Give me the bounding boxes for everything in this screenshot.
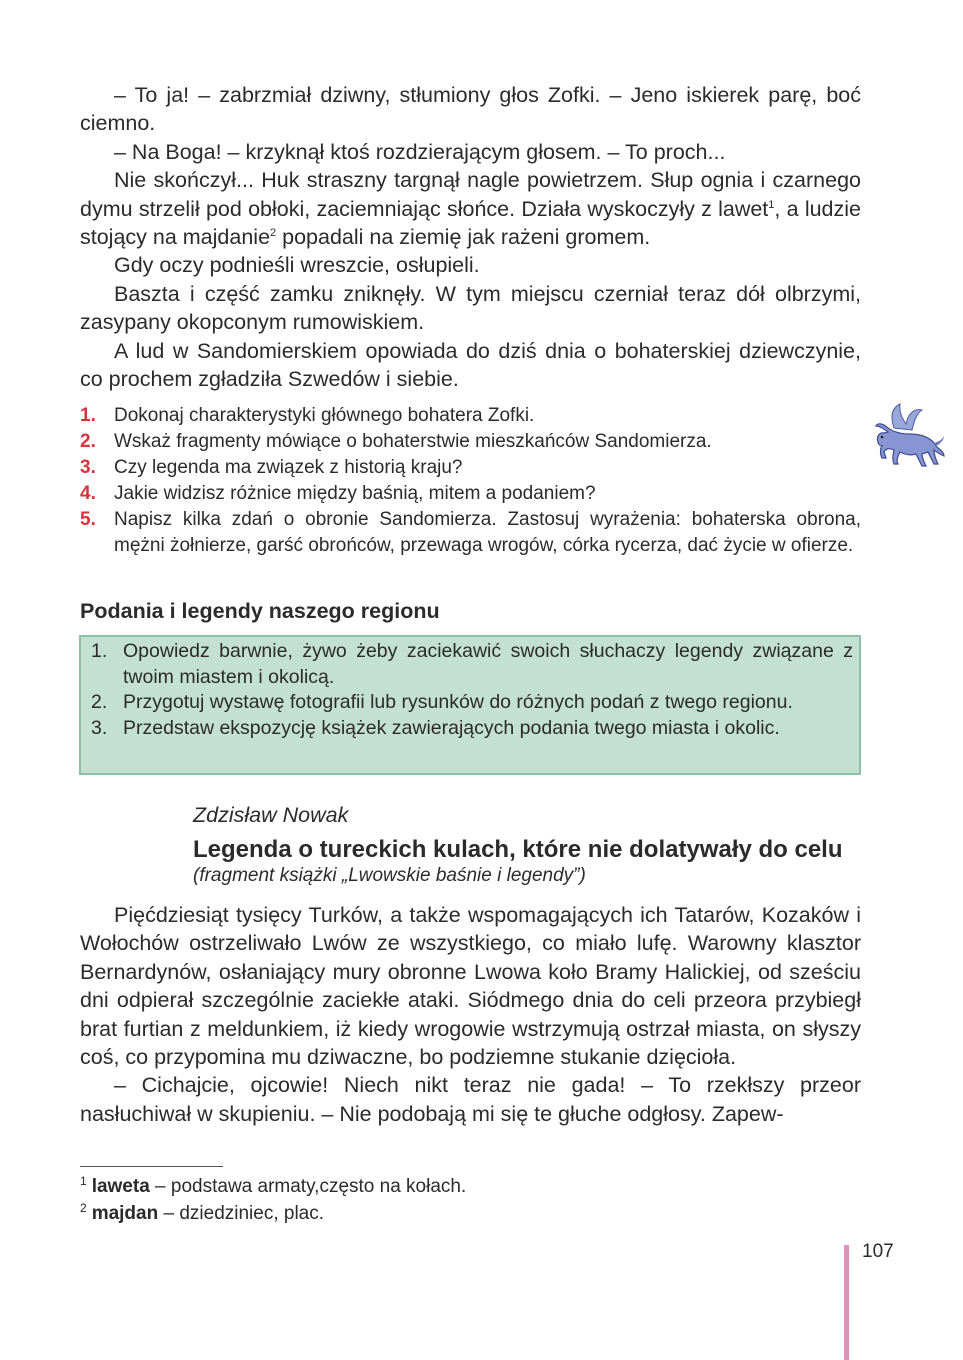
region-section-heading: Podania i legendy naszego regionu [80,599,440,623]
question-number: 2. [80,431,96,452]
pegasus-icon [866,402,946,470]
footnote-divider [80,1166,223,1167]
task-item [91,716,853,742]
page-number: 107 [862,1241,894,1262]
footnote-1: $^1$ laweta – podstawa armaty,często na kołach. [80,1173,467,1197]
reading-text [80,901,861,1128]
question-text: Dokonaj charakterystyki głównego bohatera Zofki. [114,405,535,426]
footnote-2: $^2$ majdan – dziedziniec, plac. [80,1200,325,1224]
story-paragraph: – To ja! – zabrzmiał dziwny, stłumiony głos Zofki. – Jeno iskierek parę, boć ciemno. [80,83,861,136]
reading-subtitle: (fragment książki „Lwowskie baśnie i legendy”) [193,865,586,886]
story-paragraph: Baszta i część zamku zniknęły. W tym miejscu czerniał teraz dół olbrzymi, zasypany okopconym rumowiskiem. [80,281,861,335]
reading-title: Legenda o tureckich kulach, które nie dolatywały do celu [193,836,843,863]
story-paragraph: Gdy oczy podnieśli wreszcie, osłupieli. [114,253,480,278]
question-item [80,429,861,455]
footnote-term: laweta [91,1176,150,1197]
task-text: Opowiedz barwnie, żywo żeby zaciekawić swoich słuchaczy legendy związane z twoim miastem i okolicą. [123,640,853,688]
task-item [91,690,853,716]
question-text: Jakie widzisz różnice między baśnią, mitem a podaniem? [114,483,596,504]
question-text: Wskaż fragmenty mówiące o bohaterstwie mieszkańców Sandomierza. [114,431,712,452]
reading-author: Zdzisław Nowak [193,803,349,827]
question-item [80,455,861,481]
question-text: Napisz kilka zdań o obronie Sandomierza. Zastosuj wyrażenia: bohaterska obrona, mężni żołnierze, garść obrońców, przewaga wrogów, córka rycerza, dać życie w ofierze. [114,509,861,556]
task-text: Przygotuj wystawę fotografii lub rysunków do różnych podań z twego regionu. [123,691,793,713]
task-item [91,639,853,690]
question-item [80,507,861,559]
task-number: 2. [91,691,108,713]
question-number: 1. [80,405,96,426]
story-paragraph: Nie skończył... Huk straszny targnął nagle powietrzem. Słup ognia i czarnego dymu strzelił pod obłoki, zaciemniając słońce. Działa wyskoczyły z lawet$^1$, a ludzie stojący na majdanie$^2$ popadali na ziemię jak rażeni gromem. [80,168,861,250]
reading-paragraph: – Cichajcie, ojcowie! Niech nikt teraz nie gada! – To rzekłszy przeor nasłuchiwał w skupieniu. – Nie podobają mi się te głuche odgłosy. Zapew- [80,1073,861,1126]
task-number: 1. [91,640,108,662]
story-continuation [80,81,861,393]
footnote-ref-2[interactable]: 2 [270,226,277,239]
footnotes [80,1173,466,1227]
question-number: 5. [80,509,96,530]
story-paragraph: – Na Boga! – krzyknął ktoś rozdzierającym głosem. – To proch... [114,139,726,164]
question-number: 4. [80,483,96,504]
question-text: Czy legenda ma związek z historią kraju? [114,457,463,478]
reading-paragraph: Pięćdziesiąt tysięcy Turków, a także wspomagających ich Tatarów, Kozaków i Wołochów ostrzeliwało Lwów ze wszystkiego, co miało lufę. Warowny klasztor Bernardynów, osłaniający mury obronne Lwowa koło Bramy Halickiej, od sześciu dni odpierał szczególnie zaciekłe ataki. Siódmego dnia do celi przeora przybiegł brat furtian z meldunkiem, iż kiedy wrogowie wstrzymują ostrzał miasta, on słyszy coś, co przypomina mu dziwaczne, bo podziemne stukanie dzięcioła. [80,903,861,1070]
footnote-definition: – dziedziniec, plac. [158,1203,325,1224]
footnote-ref-1[interactable]: 1 [768,198,775,211]
region-task-box [79,635,861,775]
footnote-definition: – podstawa armaty,często na kołach. [149,1176,467,1197]
footnote-term: majdan [91,1203,159,1224]
question-number: 3. [80,457,96,478]
question-item [80,403,861,429]
question-item [80,481,861,507]
region-task-list [81,637,859,741]
story-paragraph: A lud w Sandomierskiem opowiada do dziś dnia o bohaterskiej dziewczynie, co prochem zgładziła Szwedów i siebie. [80,338,861,392]
task-number: 3. [91,716,108,739]
question-list [80,403,861,559]
task-text: Przedstaw ekspozycję książek zawierających podania twego miasta i okolic. [123,716,780,739]
page-edge-rule [844,1245,849,1360]
